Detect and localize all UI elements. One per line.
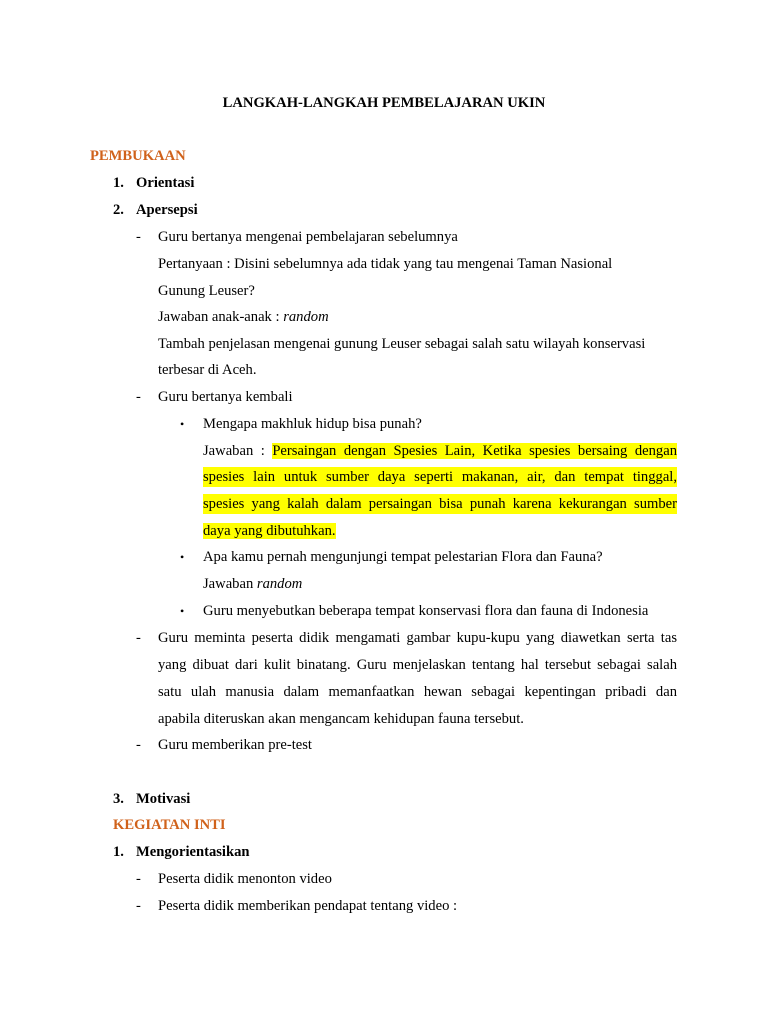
list-number-3: 3.	[113, 791, 124, 807]
list-number-1: 1.	[113, 844, 124, 860]
bullet-question: Apa kamu pernah mengunjungi tempat pelestarian Flora dan Fauna?	[203, 549, 603, 565]
bullet-question: Mengapa makhluk hidup bisa punah?	[203, 416, 422, 432]
answer-italic: random	[283, 309, 329, 325]
dash-marker: -	[136, 898, 141, 914]
dash-marker: -	[136, 737, 141, 753]
bullet-question: Guru menyebutkan beberapa tempat konservasi flora dan fauna di Indonesia	[203, 603, 649, 619]
paragraph-line: Tambah penjelasan mengenai gunung Leuser sebagai salah satu wilayah konservasi	[158, 336, 646, 352]
section-heading-core: KEGIATAN INTI	[113, 817, 226, 833]
dash-marker: -	[136, 871, 141, 887]
dash-marker: -	[136, 389, 141, 405]
dash-marker: -	[136, 229, 141, 245]
paragraph-line: Peserta didik menonton video	[158, 871, 332, 887]
paragraph-line: Guru bertanya kembali	[158, 389, 293, 405]
paragraph-line: Guru bertanya mengenai pembelajaran sebelumnya	[158, 229, 458, 245]
paragraph-line: Pertanyaan : Disini sebelumnya ada tidak yang tau mengenai Taman Nasional	[158, 256, 613, 272]
section-heading-opening: PEMBUKAAN	[90, 148, 186, 164]
paragraph-line: yang dibuat dari kulit binatang. Guru menjelaskan tentang hal tersebut sebagai salah	[158, 657, 677, 673]
paragraph-line: Guru memberikan pre-test	[158, 737, 312, 753]
list-item-mengorientasikan: Mengorientasikan	[136, 844, 250, 860]
dash-marker: -	[136, 630, 141, 646]
bullet-marker: •	[180, 550, 185, 564]
paragraph-line: satu ulah manusia dalam memanfaatkan hewan sebagai kepentingan pribadi dan	[158, 684, 677, 700]
highlighted-answer: Persaingan dengan Spesies Lain, Ketika spesies bersaing dengan	[272, 443, 677, 459]
bullet-marker: •	[180, 604, 185, 618]
answer-line	[203, 441, 677, 461]
paragraph-line: apabila diteruskan akan mengancam kehidupan fauna tersebut.	[158, 711, 524, 727]
answer-line	[203, 521, 336, 541]
answer-prefix: Jawaban	[203, 576, 257, 592]
answer-prefix: Jawaban :	[203, 443, 273, 459]
answer-prefix: Jawaban anak-anak :	[158, 309, 284, 325]
list-item-apersepsi: Apersepsi	[136, 202, 198, 218]
list-number-2: 2.	[113, 202, 124, 218]
list-number-1: 1.	[113, 175, 124, 191]
page-title: LANGKAH-LANGKAH PEMBELAJARAN UKIN	[222, 95, 546, 111]
highlighted-answer: spesies lain untuk sumber daya seperti makanan, air, dan tempat tinggal,	[203, 469, 677, 485]
paragraph-line: Gunung Leuser?	[158, 283, 255, 299]
list-item-orientasi: Orientasi	[136, 175, 195, 191]
answer-line	[203, 574, 302, 594]
paragraph-line: Peserta didik memberikan pendapat tentang video :	[158, 898, 458, 914]
paragraph-line	[158, 307, 329, 327]
highlighted-answer: spesies yang kalah dalam persaingan bisa punah karena kekurangan sumber	[203, 496, 677, 512]
paragraph-line: terbesar di Aceh.	[158, 362, 257, 378]
paragraph-line: Guru meminta peserta didik mengamati gambar kupu-kupu yang diawetkan serta tas	[158, 630, 677, 646]
highlighted-answer: daya yang dibutuhkan.	[203, 523, 336, 539]
bullet-marker: •	[180, 417, 185, 431]
answer-italic: random	[256, 576, 303, 592]
list-item-motivasi: Motivasi	[136, 791, 191, 807]
